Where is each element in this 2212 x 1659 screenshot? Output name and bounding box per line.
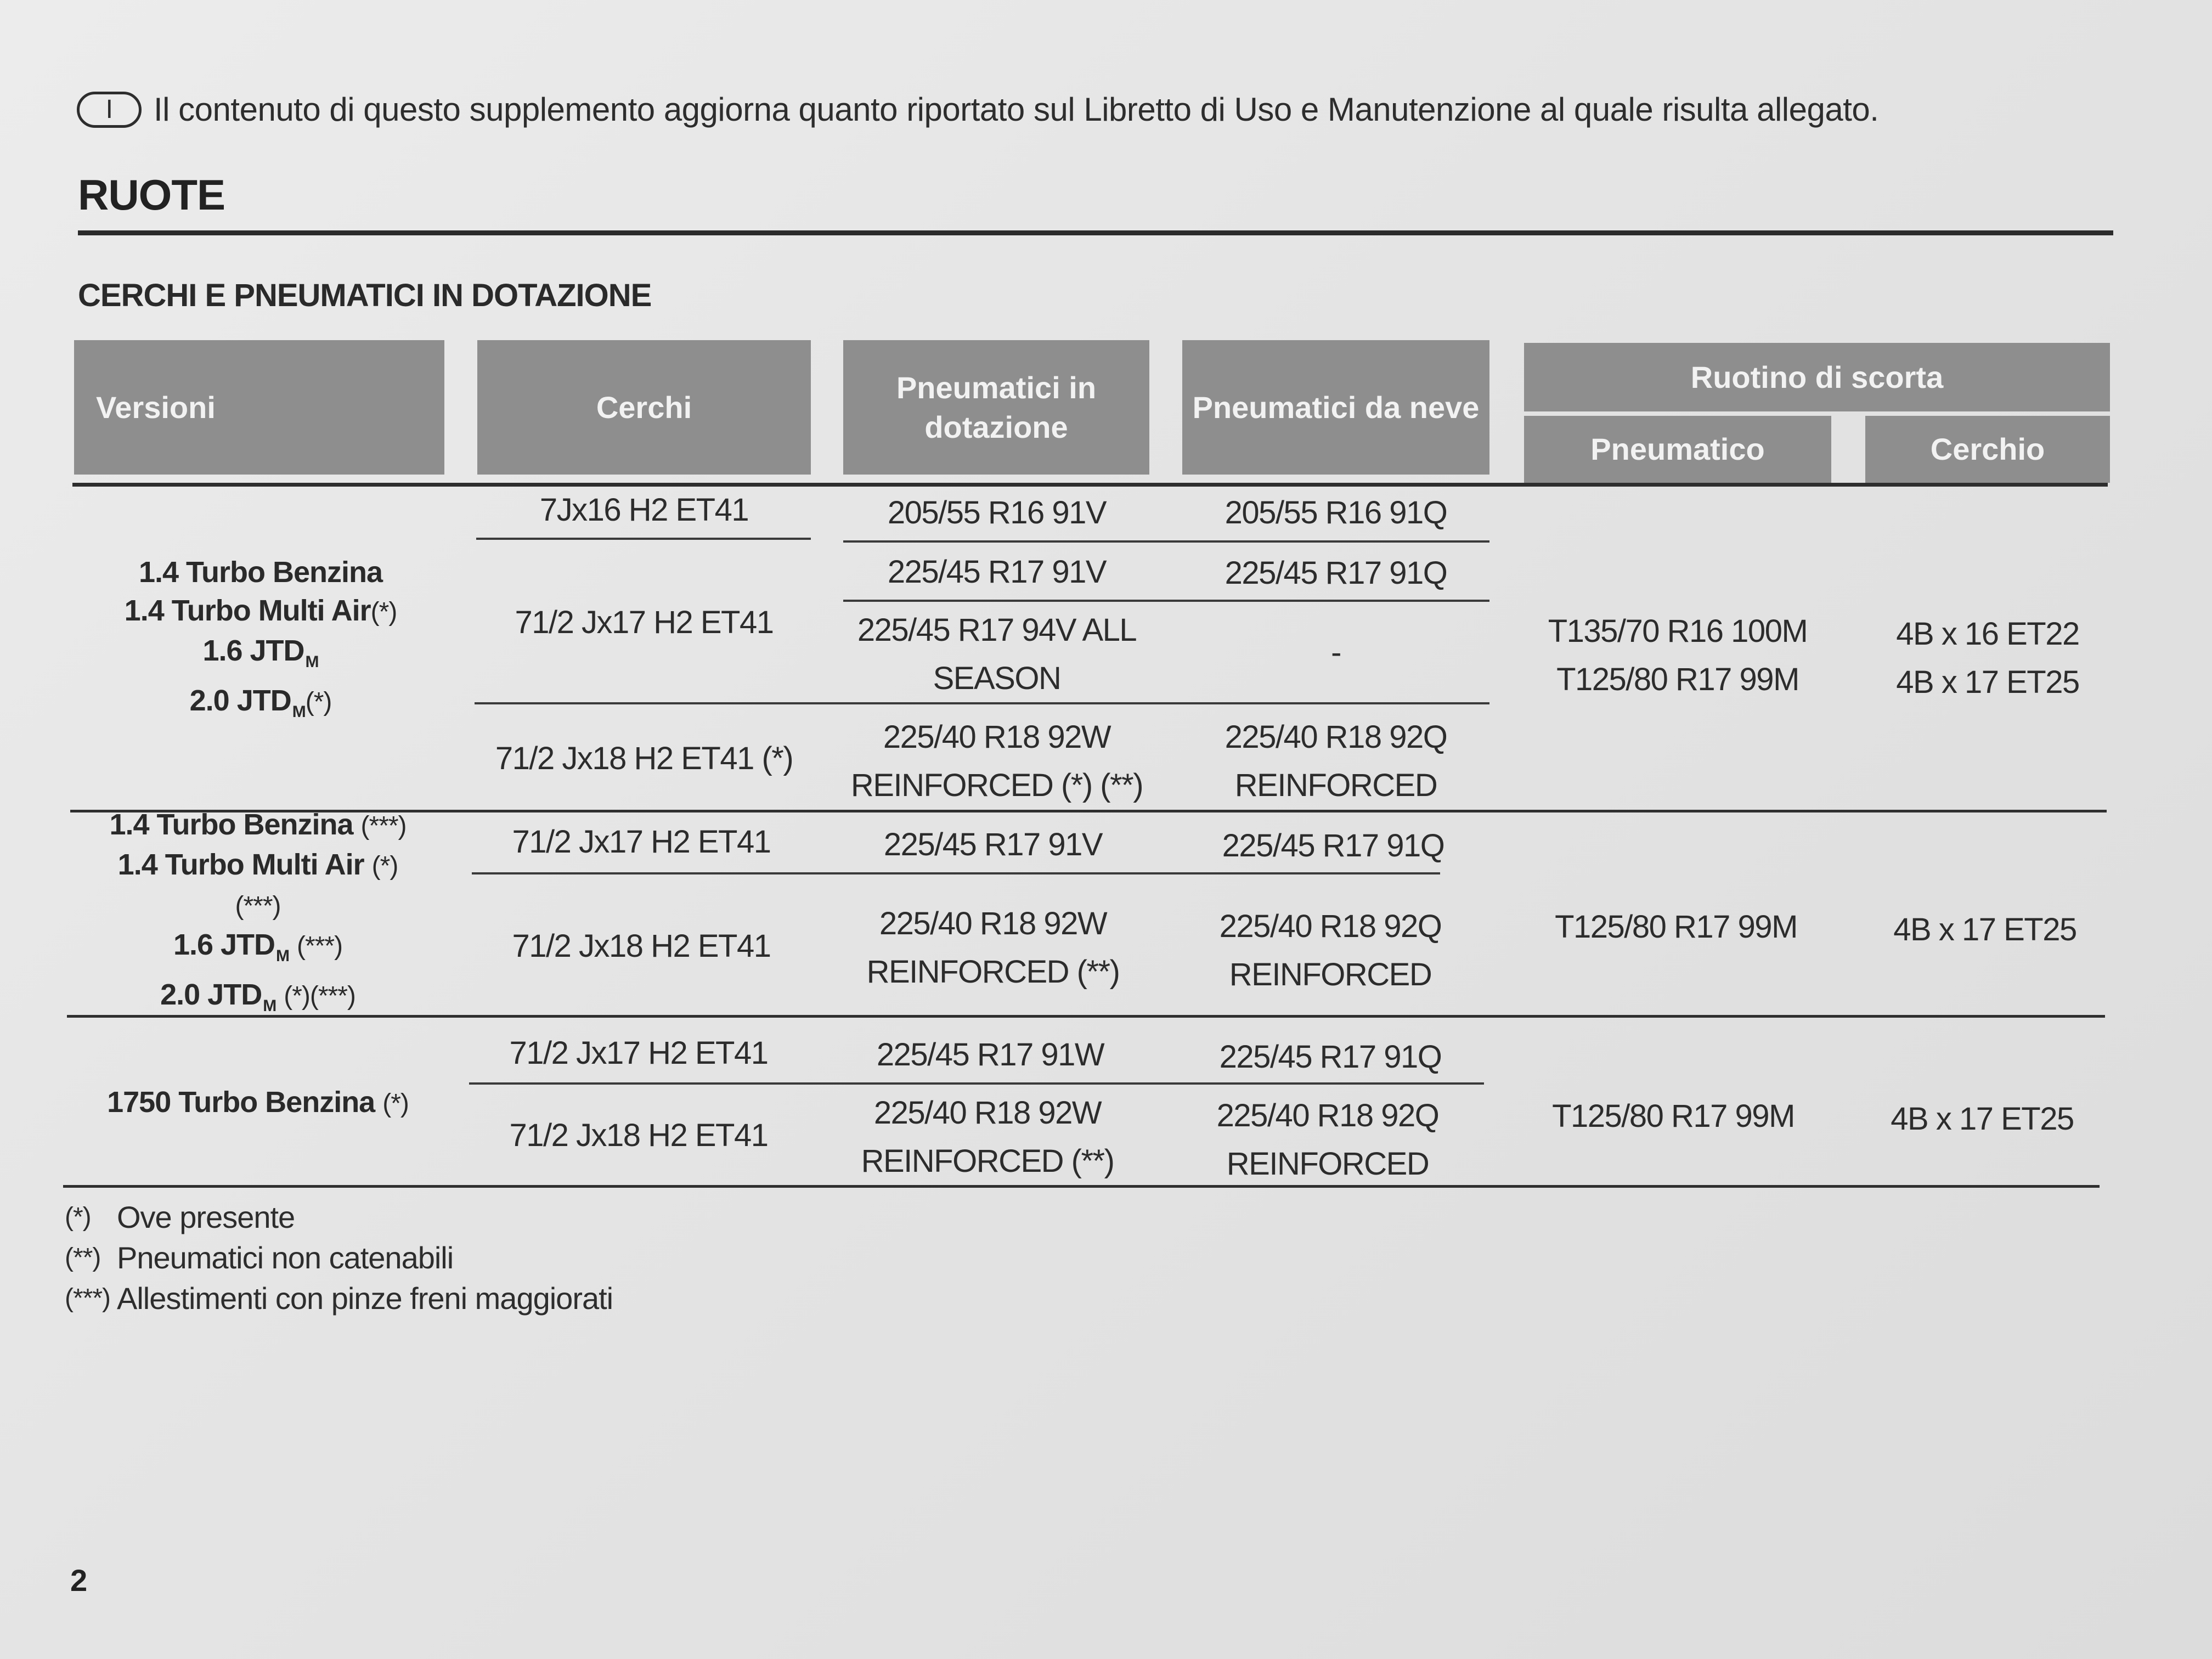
row-divider (472, 872, 1440, 874)
footnote: (**) Pneumatici non catenabili (65, 1240, 454, 1275)
footnote: (*) Ove presente (65, 1200, 295, 1234)
section-title: RUOTE (78, 171, 225, 219)
group1-row2-neve: 225/45 R17 91Q (1224, 555, 1447, 591)
group3-spare-rim: 4B x 17 ET25 (1891, 1101, 2074, 1137)
version-line: 1.4 Turbo Multi Air(*) (124, 594, 397, 627)
group3-row1-pneumatici: 225/45 R17 91W (876, 1037, 1104, 1073)
row-divider (476, 538, 811, 540)
version-line: 1.6 $JTD_M$ (202, 634, 319, 671)
group2-row1-pneumatici: 225/45 R17 91V (883, 827, 1103, 862)
version-line: 1.6 $JTD_M$ (***) (173, 928, 343, 965)
version-line: 1.4 Turbo Benzina (***) (109, 808, 407, 841)
version-line: 2.0 $JTD_M$ (*)(***) (160, 978, 356, 1015)
header-pneumatici-da-neve: Pneumatici da neve (1182, 340, 1489, 475)
page-number: 2 (70, 1563, 88, 1598)
group3-row2-pneumatici: 225/40 R18 92W REINFORCED (**) (861, 1094, 1114, 1179)
header-pneumatici-line1: Pneumatici in (896, 370, 1097, 405)
group1-row4-cerchi: 71/2 Jx18 H2 ET41 (*) (495, 740, 793, 776)
group2-spare-tyre: T125/80 R17 99M (1555, 909, 1797, 945)
version-line: 1750 Turbo Benzina (*) (107, 1085, 409, 1119)
group2-row2-pneumatici: 225/40 R18 92W REINFORCED (**) (866, 905, 1120, 990)
intro-line (77, 91, 2162, 128)
header-ruotino-di-scorta: Ruotino di scorta (1524, 343, 2110, 411)
group1-row4-pneumatici: 225/40 R18 92W REINFORCED (*) (**) (850, 719, 1143, 803)
version-line: 2.0 $JTD_M(*)$ (189, 684, 332, 721)
group2-row1-cerchi: 71/2 Jx17 H2 ET41 (512, 824, 771, 860)
group1-row3-pneumatici: 225/45 R17 94V ALL SEASON (857, 612, 1137, 696)
group3-row2-cerchi: 71/2 Jx18 H2 ET41 (509, 1118, 768, 1153)
header-cerchi: Cerchi (477, 340, 811, 475)
group2-row1-neve: 225/45 R17 91Q (1222, 828, 1444, 864)
group2-spare-rim: 4B x 17 ET25 (1893, 912, 2076, 947)
group1-row4-neve: 225/40 R18 92Q REINFORCED (1224, 719, 1447, 803)
group3-versions (69, 1075, 447, 1130)
group3-row2-neve: 225/40 R18 92Q REINFORCED (1216, 1097, 1439, 1182)
language-badge: I (77, 92, 142, 128)
group1-row3-neve: - (1331, 635, 1341, 670)
intro-text: Il contenuto di questo supplemento aggiorna quanto riportato sul Libretto di Uso e Manutenzione al quale risulta allegato. (154, 91, 1879, 128)
table-bottom-rule (63, 1185, 2100, 1188)
header-cerchio: Cerchio (1865, 416, 2110, 483)
group2-row2-cerchi: 71/2 Jx18 H2 ET41 (512, 928, 771, 964)
group3-spare-tyre: T125/80 R17 99M (1552, 1098, 1795, 1134)
version-line: 1.4 Turbo Benzina (138, 555, 383, 589)
subsection-title: CERCHI E PNEUMATICI IN DOTAZIONE (78, 278, 652, 313)
header-pneumatici-line2: dotazione (924, 409, 1068, 444)
group2-row2-neve: 225/40 R18 92Q REINFORCED (1219, 908, 1442, 992)
row-divider (843, 540, 1489, 543)
row-divider (475, 702, 1489, 704)
header-versioni: Versioni (74, 340, 444, 475)
group1-versions (77, 554, 444, 730)
group-divider (67, 1015, 2105, 1018)
group1-row2-pneumatici: 225/45 R17 91V (887, 554, 1107, 590)
header-pneumatici-in-dotazione (843, 340, 1149, 475)
group1-row1-pneumatici: 205/55 R16 91V (887, 495, 1107, 531)
group1-row1-cerchi: 7Jx16 H2 ET41 (539, 492, 749, 528)
header-pneumatico: Pneumatico (1524, 416, 1831, 483)
footnote: (***) Allestimenti con pinze freni maggiorati (65, 1281, 613, 1316)
group1-row2-cerchi: 71/2 Jx17 H2 ET41 (515, 605, 774, 640)
group3-row1-neve: 225/45 R17 91Q (1219, 1039, 1442, 1075)
row-divider (469, 1082, 1484, 1085)
group1-spare-rim: 4B x 16 ET22 4B x 17 ET25 (1896, 616, 2079, 700)
group1-spare-tyre: T135/70 R16 100M T125/80 R17 99M (1548, 613, 1808, 697)
version-line: 1.4 Turbo Multi Air (*) (117, 848, 398, 881)
group2-versions (71, 808, 444, 1015)
group3-row1-cerchi: 71/2 Jx17 H2 ET41 (509, 1035, 768, 1071)
group1-row1-neve: 205/55 R16 91Q (1224, 495, 1447, 531)
version-line: (***) (235, 891, 281, 921)
row-divider (843, 600, 1489, 602)
section-rule (78, 230, 2113, 235)
footnotes (65, 1197, 613, 1319)
